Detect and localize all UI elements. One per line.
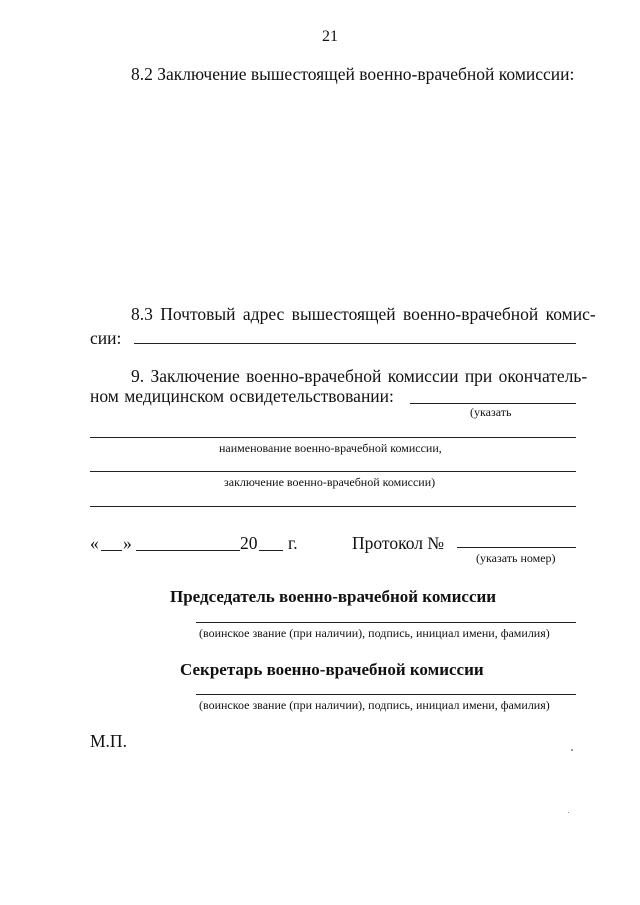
- date-year-prefix: 20: [240, 533, 258, 553]
- date-day-field[interactable]: [101, 550, 122, 551]
- scan-speck: [571, 749, 573, 751]
- conclusion-field-2[interactable]: [90, 437, 576, 438]
- section-9-line-2: ном медицинском освидетельствовании:: [90, 386, 394, 406]
- protocol-number-field[interactable]: [457, 547, 576, 548]
- section-8-3-line-2: сии:: [90, 328, 122, 348]
- chairman-hint: (воинское звание (при наличии), подпись, инициал имени, фамилия): [199, 626, 550, 640]
- section-8-2-blank-area[interactable]: [90, 92, 578, 292]
- date-year-field[interactable]: [259, 550, 283, 551]
- conclusion-field-1[interactable]: [410, 403, 576, 404]
- conclusion-field-3[interactable]: [90, 471, 576, 472]
- date-close-quote: »: [123, 533, 132, 553]
- secretary-title: Секретарь военно-врачебной комиссии: [180, 660, 484, 679]
- date-year-suffix: г.: [288, 533, 298, 553]
- conclusion-hint-3: заключение военно-врачебной комиссии): [224, 475, 436, 489]
- conclusion-hint-2: наименование военно-врачебной комиссии,: [219, 441, 442, 455]
- section-8-2-heading: 8.2 Заключение вышестоящей военно-врачебной комиссии:: [131, 64, 575, 84]
- chairman-signature-field[interactable]: [196, 622, 576, 623]
- stamp-place-label: М.П.: [90, 731, 127, 751]
- protocol-hint: (указать номер): [476, 551, 556, 565]
- page-number: 21: [322, 28, 338, 45]
- conclusion-hint-1: (указать: [470, 405, 512, 419]
- section-9-line-1: 9. Заключение военно-врачебной комиссии при окончатель-: [131, 366, 588, 386]
- scan-speck: [568, 812, 569, 813]
- secretary-hint: (воинское звание (при наличии), подпись, инициал имени, фамилия): [199, 698, 550, 712]
- secretary-signature-field[interactable]: [196, 694, 576, 695]
- section-8-3-line-1: 8.3 Почтовый адрес вышестоящей военно-врачебной комис-: [131, 304, 596, 324]
- date-open-quote: «: [90, 533, 99, 553]
- conclusion-field-4[interactable]: [90, 506, 576, 507]
- protocol-label: Протокол №: [352, 533, 445, 553]
- postal-address-field[interactable]: [134, 343, 576, 344]
- date-month-field[interactable]: [136, 550, 240, 551]
- chairman-title: Председатель военно-врачебной комиссии: [170, 587, 497, 606]
